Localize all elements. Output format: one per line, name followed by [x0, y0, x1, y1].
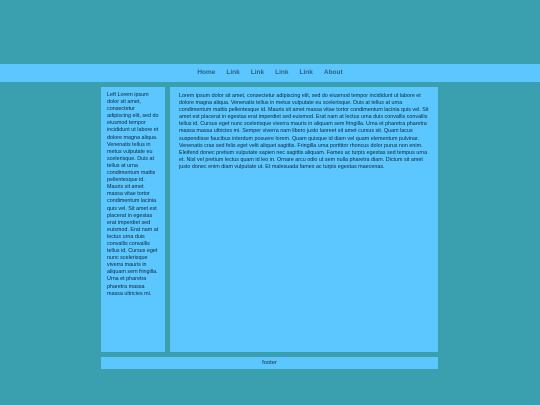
main-content-text: Lorem ipsum dolor sit amet, consectetur adipiscing elit, sed do eiusmod tempor incididunt ut labore et dolore magna aliqua. Venenatis tellus in metus vulputate eu scelerisque. Duis at tellus at urna condimentum mattis pellentesque id. Mauris sit amet massa vitae tortor condimentum lacinia quis vel. Sit amet est placerat in egestas erat imperdiet sed euismod. Erat nam at lectus urna duis convallis convallis tellus id. Cursus eget nunc scelerisque viverra mauris in aliquam sem fringilla. Urna et pharetra pharetra massa massa ultricies mi. Semper viverra nam libero justo laoreet sit amet cursus sit. Quam lacus suspendisse faucibus interdum posuere lorem. Quam quisque id diam vel quam elementum pulvinar. Venenatis cras sed felis eget velit aliquet sagittis. Fringilla urna porttitor rhoncus dolor purus non enim. Eleifend donec pretium vulputate sapien nec sagittis aliquam. Fames ac turpis egestas sed tempus urna et. Nisl vel pretium lectus quam id leo in. Ornare arcu odio ut sem nulla pharetra diam. Dictum sit amet justo donec enim diam vulputate ut. Et malesuada fames ac turpis egestas maecenas.: [179, 93, 429, 170]
left-sidebar: [101, 87, 165, 352]
nav-link-4[interactable]: Link: [299, 69, 313, 76]
nav-link-2[interactable]: Link: [250, 69, 265, 76]
nav-link-1[interactable]: Link: [226, 69, 240, 76]
nav-link-home[interactable]: Home: [197, 69, 216, 76]
main-content: [170, 87, 438, 352]
page-footer: [101, 357, 438, 369]
footer-text: footer: [262, 360, 277, 366]
nav-link-3[interactable]: Link: [275, 69, 289, 76]
sidebar-text: Left Lorem ipsum dolor sit amet, consectetur adipiscing elit, sed do eiusmod tempor incididunt ut labore et dolore magna aliqua. Venenatis tellus in metus vulputate eu scelerisque. Duis at tellus at urna condimentum mattis pellentesque id. Mauris sit amet massa vitae tortor condimentum lacinia quis vel. Sit amet est placerat in egestas erat imperdiet sed euismod. Erat nam at lectus urna duis convallis convallis tellus id. Cursus eget nunc scelerisque viverra mauris in aliquam sem fringilla. Urna et pharetra pharetra massa massa ultricies mi.: [107, 92, 159, 297]
top-navigation-bar: [0, 64, 540, 82]
nav-link-about[interactable]: About: [323, 69, 343, 76]
